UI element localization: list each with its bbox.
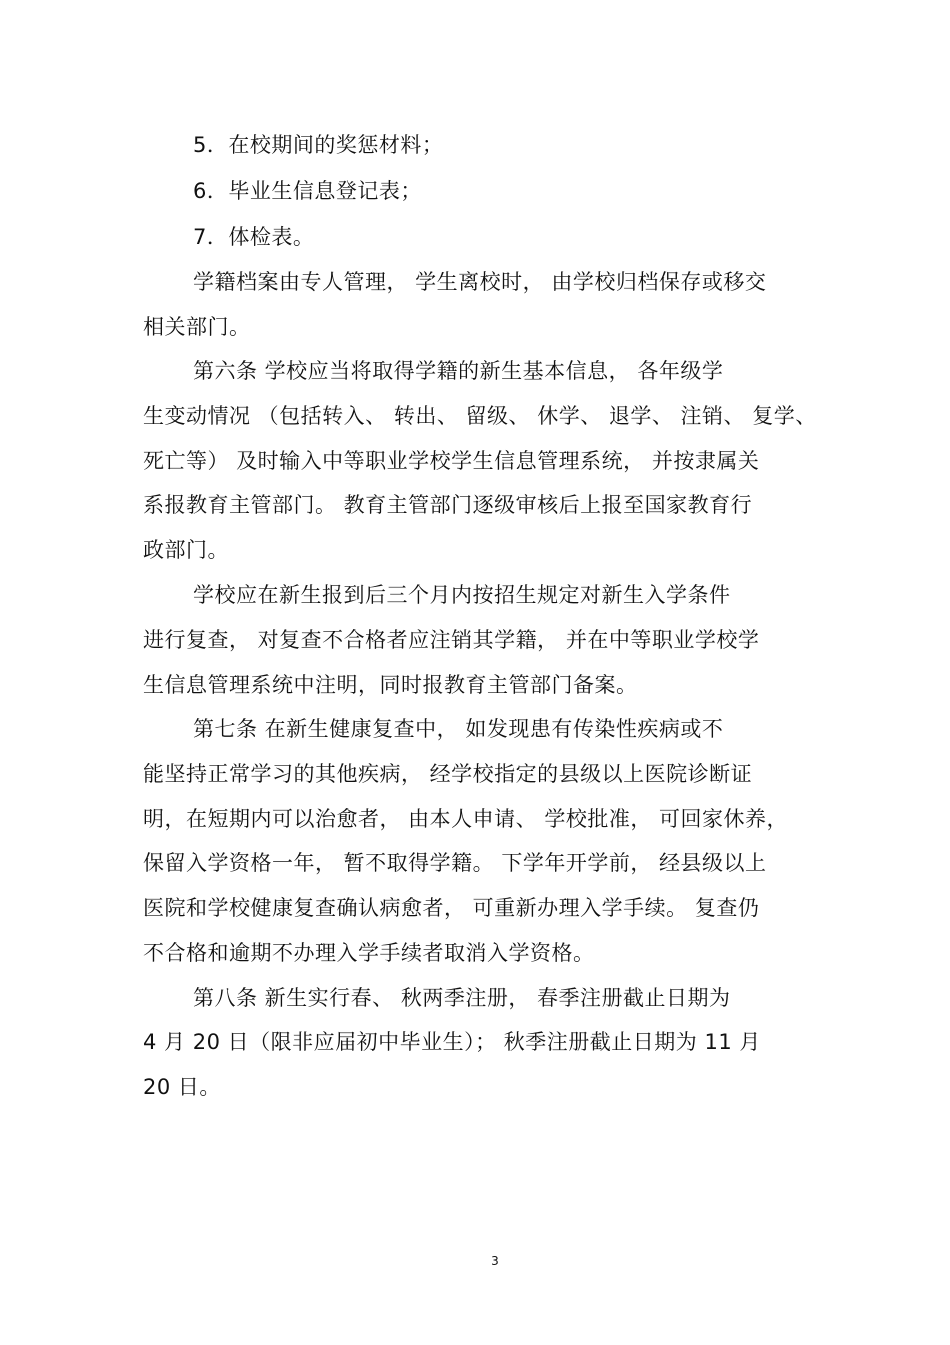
paragraph-line: 不合格和逾期不办理入学手续者取消入学资格。 [143, 941, 595, 965]
paragraph-line: 学校应在新生报到后三个月内按招生规定对新生入学条件 [193, 583, 731, 607]
paragraph-line: 系报教育主管部门。 教育主管部门逐级审核后上报至国家教育行 [143, 493, 753, 517]
paragraph-line: 死亡等） 及时输入中等职业学校学生信息管理系统， 并按隶属关 [143, 449, 760, 473]
paragraph-line: 生信息管理系统中注明，同时报教育主管部门备案。 [143, 673, 638, 697]
paragraph-line: 20 日。 [143, 1075, 221, 1099]
paragraph-line: 4 月 20 日（限非应届初中毕业生）； 秋季注册截止日期为 11 月 [143, 1030, 761, 1054]
paragraph-line: 保留入学资格一年， 暂不取得学籍。 下学年开学前， 经县级以上 [143, 851, 767, 875]
page-number: 3 [491, 1254, 499, 1268]
paragraph-line: 相关部门。 [143, 315, 251, 339]
list-item-5: 5．在校期间的奖惩材料； [193, 133, 444, 157]
article-8-heading-line: 第八条 新生实行春、 秋两季注册， 春季注册截止日期为 [193, 986, 731, 1010]
list-item-6: 6．毕业生信息登记表； [193, 179, 422, 203]
paragraph-line: 明，在短期内可以治愈者， 由本人申请、 学校批准， 可回家休养， [143, 807, 789, 831]
paragraph-line: 医院和学校健康复查确认病愈者， 可重新办理入学手续。 复查仍 [143, 896, 760, 920]
paragraph-line: 进行复查， 对复查不合格者应注销其学籍， 并在中等职业学校学 [143, 628, 760, 652]
list-item-7: 7．体检表。 [193, 225, 315, 249]
paragraph-line: 生变动情况 （包括转入、 转出、 留级、 休学、 退学、 注销、 复学、 [143, 404, 817, 428]
article-7-heading-line: 第七条 在新生健康复查中， 如发现患有传染性疾病或不 [193, 717, 724, 741]
paragraph-line: 能坚持正常学习的其他疾病， 经学校指定的县级以上医院诊断证 [143, 762, 753, 786]
article-6-heading-line: 第六条 学校应当将取得学籍的新生基本信息， 各年级学 [193, 359, 724, 383]
paragraph-line: 政部门。 [143, 538, 229, 562]
paragraph-line: 学籍档案由专人管理， 学生离校时， 由学校归档保存或移交 [193, 270, 767, 294]
